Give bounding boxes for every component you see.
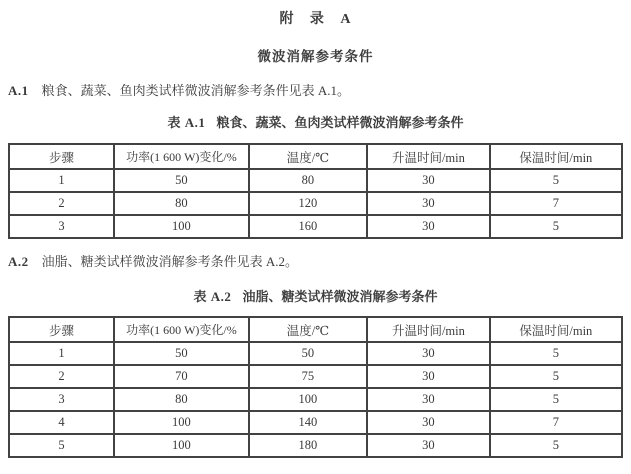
table-cell: 120 [249,192,367,215]
digestion-table-a1 [8,143,623,239]
table-cell: 70 [114,365,249,388]
table-cell: 7 [490,411,622,434]
header-step: 步骤 [9,144,114,169]
table-row [9,411,622,434]
header-temperature: 温度/℃ [249,144,367,169]
header-power: 功率(1 600 W)变化/% [114,144,249,169]
table-cell: 50 [249,342,367,365]
table-cell: 4 [9,411,114,434]
table-cell: 3 [9,215,114,238]
header-temperature: 温度/℃ [249,317,367,342]
header-power: 功率(1 600 W)变化/% [114,317,249,342]
header-hold-time: 保温时间/min [490,317,622,342]
header-ramp-time: 升温时间/min [367,144,490,169]
table-cell: 5 [490,388,622,411]
section-a1-paragraph [8,83,623,99]
table-a1-caption [0,115,631,130]
table-cell: 5 [490,342,622,365]
table-cell: 5 [490,365,622,388]
table-cell: 2 [9,192,114,215]
table-cell: 30 [367,215,490,238]
table-cell: 2 [9,365,114,388]
table-a2-caption [0,289,631,304]
table-cell: 140 [249,411,367,434]
table-cell: 1 [9,342,114,365]
section-a2-text: 油脂、糖类试样微波消解参考条件见表 A.2。 [41,254,299,269]
table-header-row [9,317,622,342]
table-cell: 30 [367,365,490,388]
table-cell: 5 [9,434,114,457]
table-cell: 30 [367,192,490,215]
table-row [9,215,622,238]
table-cell: 50 [114,342,249,365]
appendix-title: 附 录 A [279,12,352,27]
table-cell: 100 [114,411,249,434]
section-a2-paragraph [8,254,623,270]
table-row [9,169,622,192]
table-cell: 180 [249,434,367,457]
table-cell: 30 [367,411,490,434]
section-a1-label: A.1 [8,83,29,98]
table-row [9,365,622,388]
table-a1-caption-text: 粮食、蔬菜、鱼肉类试样微波消解参考条件 [216,115,464,130]
table-cell: 80 [249,169,367,192]
table-cell: 30 [367,169,490,192]
table-cell: 50 [114,169,249,192]
table-cell: 100 [249,388,367,411]
table-cell: 80 [114,388,249,411]
table-cell: 30 [367,388,490,411]
table-row [9,388,622,411]
digestion-table-a2 [8,316,623,458]
table-a2-caption-label: 表 A.2 [193,289,232,304]
table-row [9,342,622,365]
table-row [9,192,622,215]
table-cell: 100 [114,434,249,457]
table-cell: 1 [9,169,114,192]
header-ramp-time: 升温时间/min [367,317,490,342]
table-cell: 7 [490,192,622,215]
table-cell: 30 [367,434,490,457]
table-row [9,434,622,457]
table-cell: 30 [367,342,490,365]
table-cell: 5 [490,169,622,192]
table-cell: 160 [249,215,367,238]
header-hold-time: 保温时间/min [490,144,622,169]
table-cell: 100 [114,215,249,238]
table-a1-caption-label: 表 A.1 [167,115,206,130]
table-cell: 5 [490,215,622,238]
header-step: 步骤 [9,317,114,342]
table-cell: 5 [490,434,622,457]
table-a2-caption-text: 油脂、糖类试样微波消解参考条件 [242,289,438,304]
table-cell: 3 [9,388,114,411]
table-cell: 75 [249,365,367,388]
document-title: 微波消解参考条件 [257,49,374,64]
table-cell: 80 [114,192,249,215]
table-header-row [9,144,622,169]
section-a2-label: A.2 [8,254,29,269]
section-a1-text: 粮食、蔬菜、鱼肉类试样微波消解参考条件见表 A.1。 [41,83,351,98]
